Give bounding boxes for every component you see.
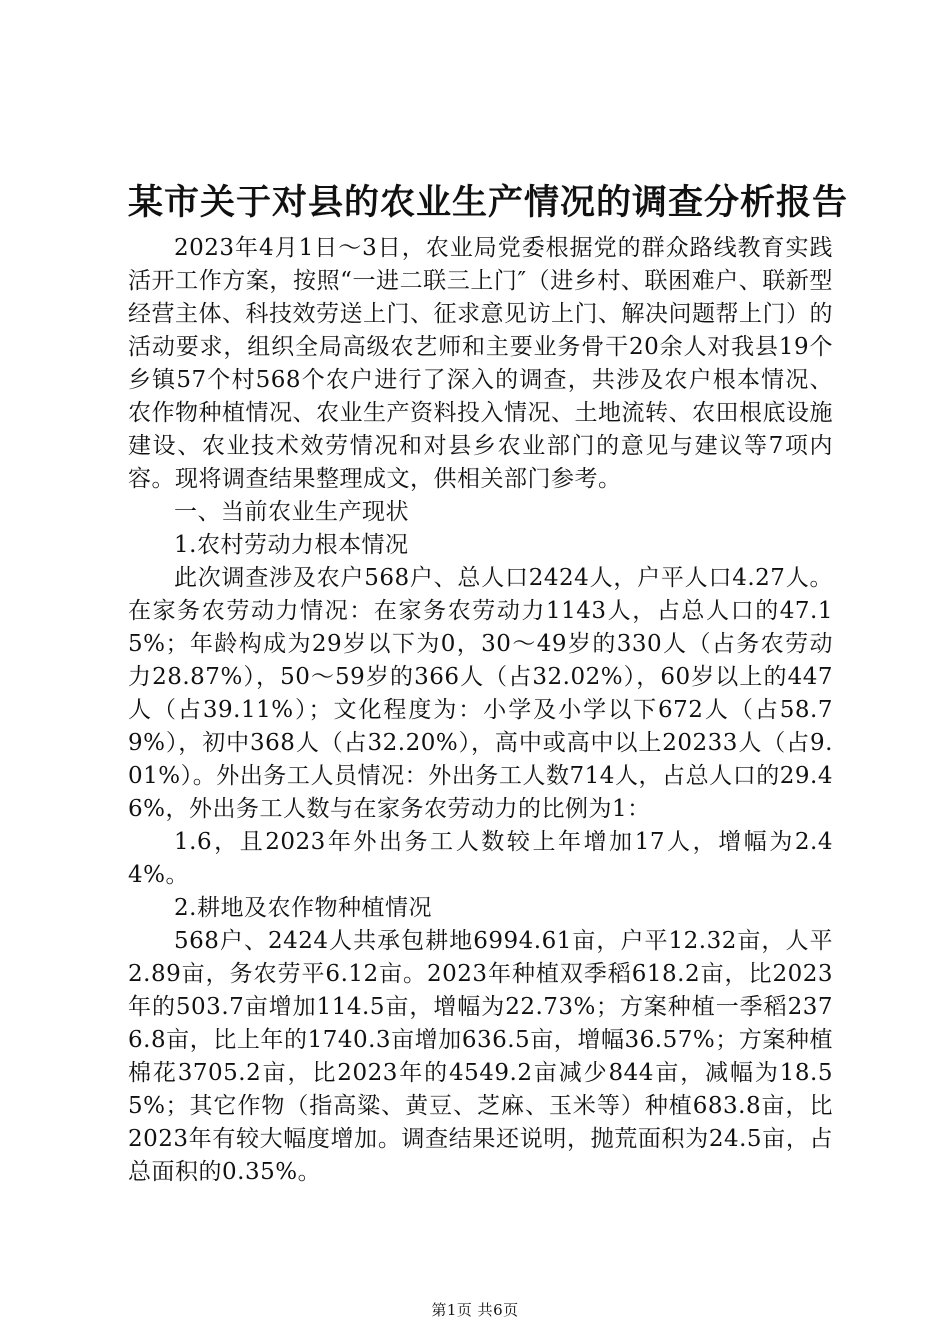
labor-paragraph: 此次调查涉及农户568户、总人口2424人，户平人口4.27人。在家务农劳动力情况：在家务农劳动力1143人，占总人口的47.15%；年龄构成为29岁以下为0，30～49岁的330人（占务农劳动力28.87%），50～59岁的366人（占32.02%），60岁以上的447人（占39.11%）；文化程度为：小学及小学以下672人（占58.79%），初中368人（占32.20%），高中或高中以上20233人（占9.01%）。外出务工人员情况：外出务工人数714人，占总人口的29.46%，外出务工人数与在家务农劳动力的比例为1： (128, 565, 833, 822)
document-page (128, 180, 849, 1189)
subsection-heading-labor: 1.农村劳动力根本情况 (174, 532, 409, 558)
subsection-heading-farmland: 2.耕地及农作物种植情况 (174, 895, 432, 921)
labor-ratio-paragraph: 1.6，且2023年外出务工人数较上年增加17人，增幅为2.44%。 (128, 829, 833, 888)
page-footer: 第1页 共6页 (431, 1301, 519, 1319)
document-title: 某市关于对县的农业生产情况的调查分析报告 (128, 182, 849, 223)
farmland-paragraph: 568户、2424人共承包耕地6994.61亩，户平12.32亩，人平2.89亩，务农劳平6.12亩。2023年种植双季稻618.2亩，比2023年的503.7亩增加114.5亩，增幅为22.73%；方案种植一季稻2376.8亩，比上年的1740.3亩增加636.5亩，增幅36.57%；方案种植棉花3705.2亩，比2023年的4549.2亩减少844亩，减幅为18.55%；其它作物（指高粱、黄豆、芝麻、玉米等）种植683.8亩，比2023年有较大幅度增加。调查结果还说明，抛荒面积为24.5亩，占总面积的0.35%。 (128, 928, 833, 1185)
section-heading-current-status: 一、当前农业生产现状 (174, 499, 409, 525)
intro-paragraph: 2023年4月1日～3日，农业局党委根据党的群众路线教育实践活开工作方案，按照“一进二联三上门″（进乡村、联困难户、联新型经营主体、科技效劳送上门、征求意见访上门、解决问题帮上门）的活动要求，组织全局高级农艺师和主要业务骨干20余人对我县19个乡镇57个村568个农户进行了深入的调查，共涉及农户根本情况、农作物种植情况、农业生产资料投入情况、土地流转、农田根底设施建设、农业技术效劳情况和对县乡农业部门的意见与建议等7项内容。现将调查结果整理成文，供相关部门参考。 (128, 235, 833, 492)
